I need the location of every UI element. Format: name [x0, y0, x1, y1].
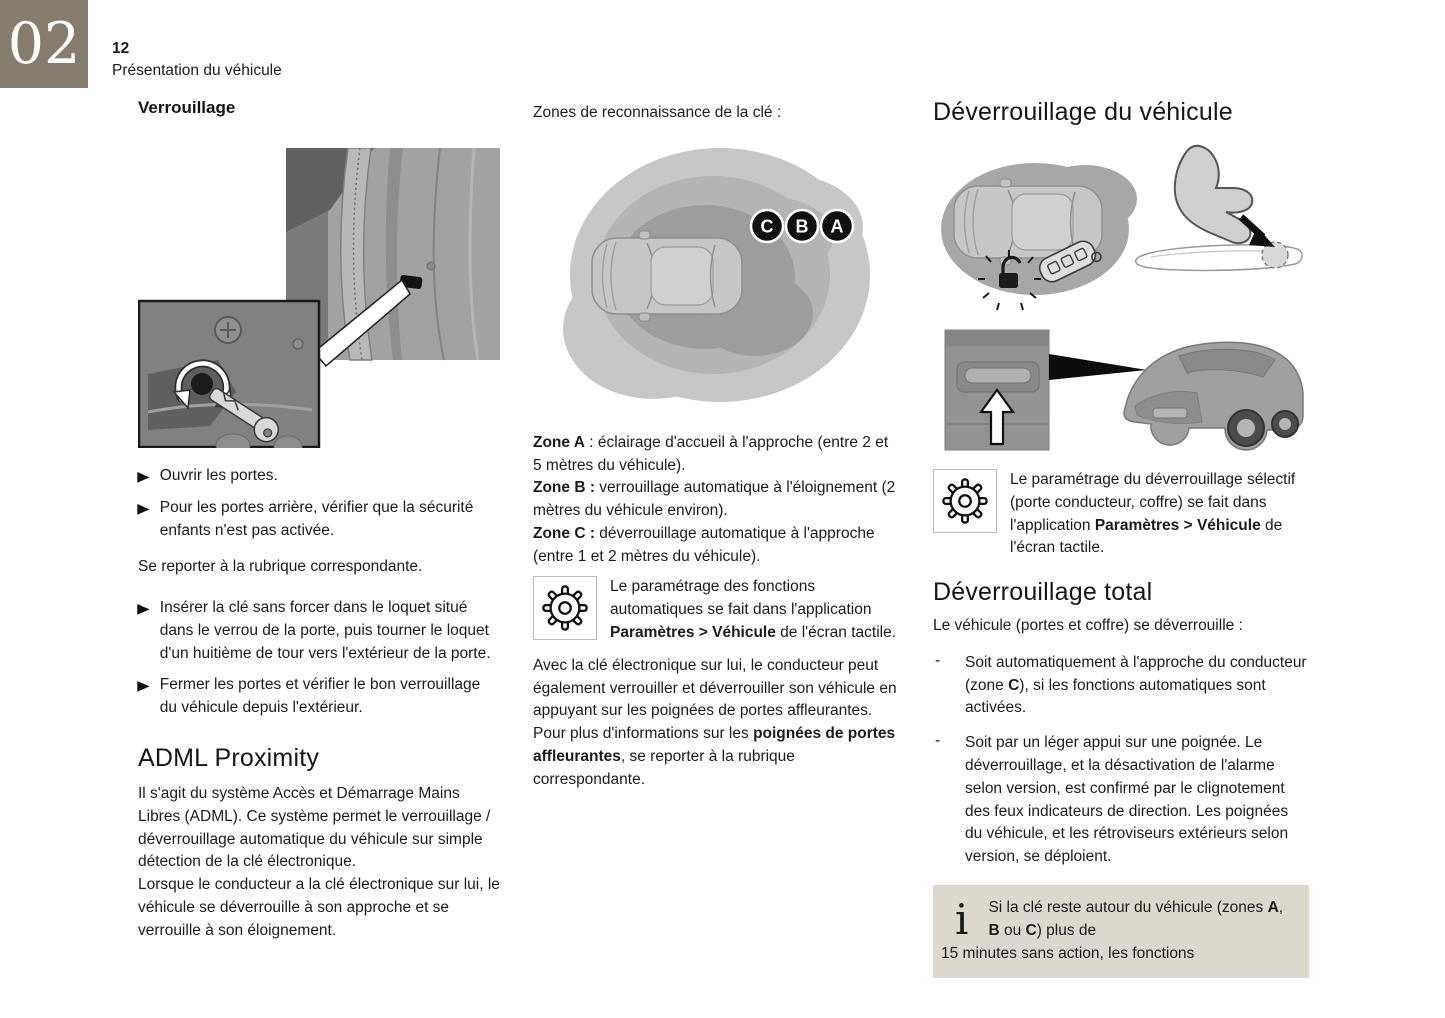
page-number: 12 [112, 40, 130, 57]
unlock-total-intro: Le véhicule (portes et coffre) se déverrouille : [933, 617, 1243, 635]
heading-adml-proximity: ADML Proximity [138, 744, 320, 773]
zone-a-text: : éclairage d'accueil à l'approche (entre 2 et 5 mètres du véhicule). [533, 433, 889, 474]
item-text: Soit automatiquement à l'approche du conducteur (zone [965, 653, 1307, 694]
info-icon: i [955, 894, 969, 944]
door-panel-closeup [945, 330, 1049, 450]
note-text: Le paramétrage des fonctions automatiques se fait dans l'application [610, 578, 872, 619]
door-lock-illustration [138, 148, 500, 448]
settings-note-text [610, 576, 900, 644]
door-lock-figure [138, 148, 500, 453]
unlock-approach-and-handle [933, 141, 1309, 313]
zone-badge-c-label: C [760, 216, 774, 237]
item-bold: C [1008, 676, 1020, 694]
bullet-text: Fermer les portes et vérifier le bon verrouillage du véhicule depuis l'extérieur. [159, 676, 481, 717]
hand-icon [1175, 146, 1252, 243]
ref-text: , se reporter à la rubrique correspondante. [533, 747, 795, 788]
bullet-text: Pour les portes arrière, vérifier que la sécurité enfants n'est pas activée. [159, 498, 474, 539]
zone-c-text: déverrouillage automatique à l'approche (entre 1 et 2 mètres du véhicule). [533, 524, 875, 565]
car-top-view [592, 231, 742, 321]
list-item [933, 732, 1309, 869]
zone-c-label: Zone C : [533, 524, 595, 542]
list-item [138, 465, 500, 488]
info-zone-c: C [1025, 921, 1037, 939]
heading-verrouillage: Verrouillage [138, 98, 236, 117]
bullet-arrow-icon: ▶ [137, 499, 150, 516]
dash-text: Soit par un léger appui sur une poignée. Le déverrouillage, et la désactivation de l'alarme selon version, est confirmé par le clignotement des feux indicateurs de direction. Les poignées du véhicule, et les rétroviseurs extérieurs selon version, se déploient. [965, 734, 1289, 866]
gear-icon [533, 576, 597, 640]
note-bold: Paramètres > Véhicule [1094, 516, 1261, 534]
list-item [933, 652, 1309, 720]
adml-paragraph: Il s'agit du système Accès et Démarrage Mains Libres (ADML). Ce système permet le verrouillage / déverrouillage automatique du véhicule sur simple détection de la clé électronique. [138, 785, 491, 871]
lock-knob [191, 373, 213, 395]
adml-paragraph: Lorsque le conducteur a la clé électronique sur lui, le véhicule se déverrouille à son approche et se verrouille à son éloignement. [138, 876, 500, 939]
list-item [138, 497, 500, 543]
car-approach-illustration [941, 163, 1137, 310]
info-line2: 15 minutes sans action, les fonctions [941, 944, 1195, 962]
zone-badge-a-label: A [830, 216, 844, 237]
cross-reference-note: Se reporter à la rubrique correspondante. [138, 558, 423, 576]
bullet-text: Ouvrir les portes. [159, 467, 278, 484]
zone-badge-b-label: B [795, 216, 809, 237]
key-lock-inset [139, 301, 319, 448]
hand-press-illustration [1136, 146, 1302, 271]
key-zones-figure [533, 139, 900, 416]
trunk-unlock-illustration [933, 328, 1309, 456]
bullet-arrow-icon: ▶ [137, 600, 150, 617]
zone-b-text: verrouillage automatique à l'éloignement (2 mètres du véhicule environ). [533, 479, 896, 520]
zone-b-description [533, 477, 900, 523]
unlock-figures-row2 [933, 328, 1309, 461]
dash-text [965, 652, 1309, 720]
list-item [138, 597, 500, 665]
column-zones [533, 98, 900, 978]
note-text: de l'écran tactile. [1010, 516, 1283, 557]
info-box [933, 885, 1309, 978]
zone-a-label: Zone A [533, 433, 585, 451]
settings-note [533, 576, 900, 644]
dash-bullet: - [935, 732, 941, 750]
chapter-number: 02 [0, 0, 88, 88]
zone-c-description [533, 523, 900, 569]
settings-note [933, 469, 1309, 560]
column-verrouillage [138, 98, 500, 978]
note-bold: Paramètres > Véhicule [610, 624, 776, 642]
info-segment: Si la clé reste autour du véhicule (zones [988, 898, 1268, 916]
handle-pill [965, 368, 1031, 383]
gear-icon [933, 469, 997, 533]
heading-unlock-total: Déverrouillage total [933, 578, 1153, 607]
zone-a-description [533, 432, 900, 478]
ref-bold: poignées de portes affleurantes [533, 725, 896, 765]
settings-note-text [1010, 469, 1309, 560]
info-zone-a: A [1267, 898, 1279, 916]
info-zone-b: B [988, 921, 1000, 939]
heading-unlock-vehicle: Déverrouillage du véhicule [933, 98, 1233, 126]
info-text [941, 894, 1295, 965]
note-text: de l'écran tactile. [775, 624, 897, 642]
ref-text: Pour plus d'informations sur les [533, 725, 754, 743]
note-text: Le paramétrage du déverrouillage sélectif (porte conducteur, coffre) se fait dans l'application [1010, 471, 1296, 534]
bullet-arrow-icon: ▶ [137, 677, 150, 694]
unlock-figures-row1 [933, 141, 1309, 318]
dash-bullet: - [935, 651, 941, 669]
info-segment: , [1278, 898, 1284, 916]
car-rear-view [1124, 342, 1303, 450]
column-deverrouillage [933, 98, 1309, 978]
info-segment: ) plus de [1036, 921, 1097, 939]
page-header [112, 38, 282, 81]
flush-handles-reference [533, 723, 900, 791]
bullet-arrow-icon: ▶ [137, 468, 150, 484]
flush-handles-paragraph: Avec la clé électronique sur lui, le conducteur peut également verrouiller et déverrouiller son véhicule en appuyant sur les poignées de portes affleurantes. [533, 656, 897, 720]
zone-b-label: Zone B : [533, 479, 595, 497]
content-columns [138, 98, 1315, 978]
list-item [138, 674, 500, 720]
heading-key-zones: Zones de reconnaissance de la clé : [533, 104, 782, 121]
section-title: Présentation du véhicule [112, 61, 282, 79]
item-text: ), si les fonctions automatiques sont activées. [965, 676, 1266, 717]
info-segment: ou [999, 921, 1026, 939]
bullet-text: Insérer la clé sans forcer dans le loquet situé dans le verrou de la porte, puis tourner le loquet d'un huitième de tour vers l'extérieur de la porte. [159, 599, 491, 662]
key-zones-diagram [533, 139, 900, 411]
callout-triangle [1049, 354, 1147, 380]
